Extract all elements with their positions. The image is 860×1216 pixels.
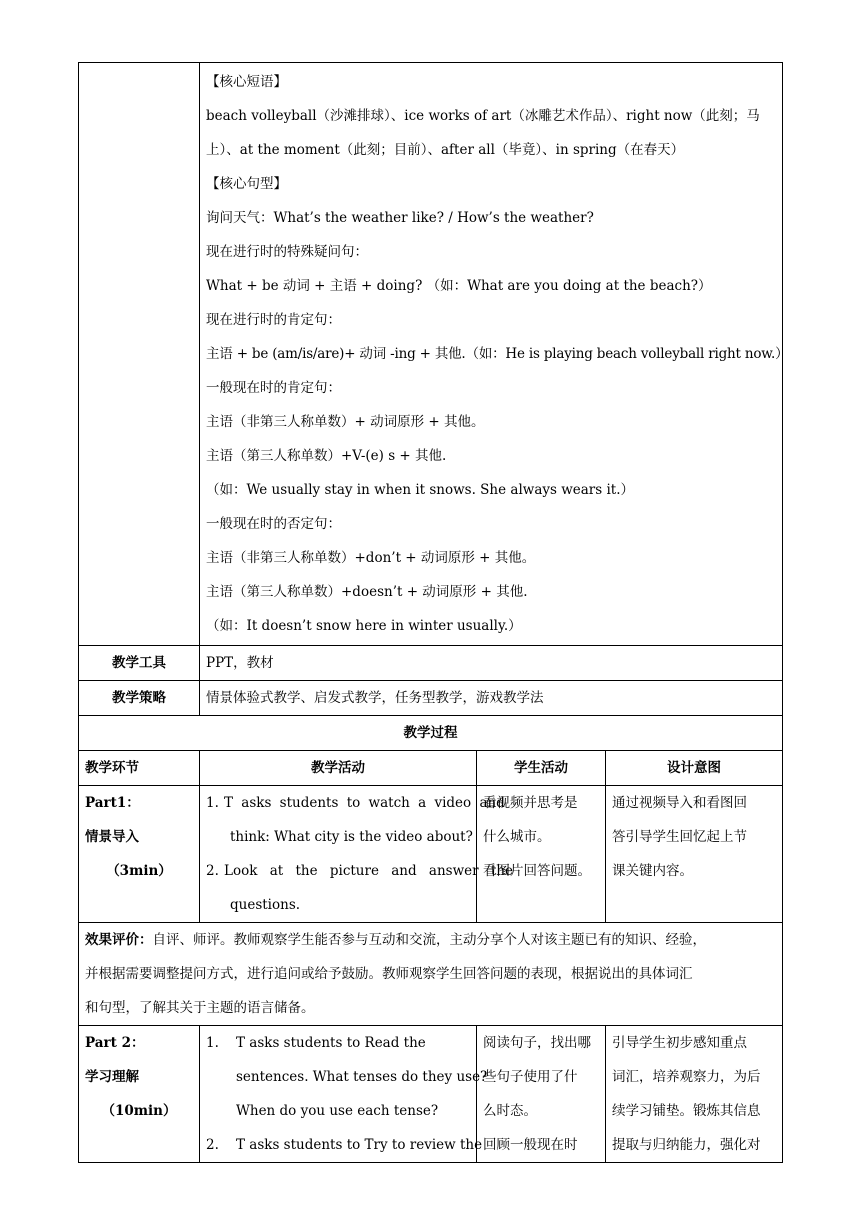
content-line: 主语（第三人称单数）+V-(e) s + 其他.	[206, 448, 447, 464]
content-line: （如：It doesn’t snow here in winter usually.）	[206, 618, 522, 634]
content-line: 主语（第三人称单数）+doesn’t + 动词原形 + 其他.	[206, 584, 528, 600]
section-heading-sentences: 【核心句型】	[206, 176, 287, 192]
intent-line: 答引导学生回忆起上节	[612, 829, 747, 845]
tools-value: PPT，教材	[200, 646, 783, 681]
empty-label-cell	[79, 63, 200, 646]
activity-item-cont: sentences. What tenses do they use?	[236, 1069, 488, 1085]
item-number: 2.	[206, 863, 219, 879]
part2-student	[477, 1026, 606, 1163]
activity-item-cont: think: What city is the video about?	[230, 829, 473, 845]
part2-activity	[200, 1026, 488, 1163]
content-line: 上）、at the moment（此刻；目前）、after all（毕竟）、in spring（在春天）	[206, 142, 685, 158]
part2-stage	[79, 1026, 200, 1163]
part1-row	[79, 786, 783, 923]
header-activity: 教学活动	[200, 751, 477, 786]
part1-stage	[79, 786, 200, 923]
part1-intent	[606, 786, 783, 923]
item-number: 1.	[206, 795, 219, 811]
content-line: 一般现在时的否定句：	[206, 516, 341, 532]
part2-intent	[606, 1026, 783, 1163]
content-line: 主语（非第三人称单数）+ 动词原形 + 其他。	[206, 414, 485, 430]
stage-name: 情景导入	[85, 829, 139, 845]
header-stage: 教学环节	[79, 751, 200, 786]
evaluation-line: 并根据需要调整提问方式，进行追问或给予鼓励。教师观察学生回答问题的表现，根据说出的具体词汇	[85, 966, 693, 982]
activity-item	[206, 1128, 483, 1162]
stage-name: 学习理解	[85, 1069, 139, 1085]
intent-line: 续学习铺垫。锻炼其信息	[612, 1103, 761, 1119]
evaluation-row	[79, 923, 783, 1026]
content-line: What + be 动词 + 主语 + doing? （如：What are you doing at the beach?）	[206, 278, 712, 294]
item-number: 1.	[206, 1035, 219, 1051]
strategy-row	[79, 681, 783, 716]
student-line: 看图片回答问题。	[483, 863, 591, 879]
content-line: 现在进行时的肯定句：	[206, 312, 341, 328]
activity-item	[206, 1026, 470, 1060]
process-title-row	[79, 716, 783, 751]
item-text: T asks students to Read the	[236, 1035, 426, 1051]
student-line: 回顾一般现在时	[483, 1137, 578, 1153]
intent-line: 课关键内容。	[612, 863, 693, 879]
content-line: 主语 + be (am/is/are)+ 动词 -ing + 其他.（如：He is playing beach volleyball right now.）	[206, 346, 789, 362]
part2-row	[79, 1026, 783, 1163]
tools-row	[79, 646, 783, 681]
strategy-label: 教学策略	[79, 681, 200, 716]
core-content-row	[79, 63, 783, 646]
student-line: 阅读句子，找出哪	[483, 1035, 591, 1051]
lesson-plan-table	[78, 62, 789, 1163]
content-line: 一般现在时的肯定句：	[206, 380, 341, 396]
part1-activity	[200, 786, 513, 923]
student-line: 些句子使用了什	[483, 1069, 578, 1085]
part1-student	[477, 786, 606, 923]
stage-duration: （3min）	[106, 863, 172, 879]
process-header-row	[79, 751, 783, 786]
intent-line: 引导学生初步感知重点	[612, 1035, 747, 1051]
content-line: beach volleyball（沙滩排球）、ice works of art（冰雕艺术作品）、right now（此刻；马	[206, 108, 760, 124]
evaluation-text: 自评、师评。教师观察学生能否参与互动和交流，主动分享个人对该主题已有的知识、经验，	[152, 932, 706, 948]
core-content-cell	[200, 63, 789, 646]
student-line: 什么城市。	[483, 829, 551, 845]
stage-title: Part 2：	[85, 1035, 145, 1051]
intent-line: 词汇，培养观察力，为后	[612, 1069, 761, 1085]
evaluation-label: 效果评价：	[85, 932, 153, 948]
student-line: 么时态。	[483, 1103, 537, 1119]
item-text: T asks students to watch a video and	[224, 795, 505, 811]
content-line: 询问天气：What’s the weather like? / How’s the weather?	[206, 210, 594, 226]
activity-item-cont: questions.	[230, 897, 301, 913]
tools-label: 教学工具	[79, 646, 200, 681]
content-line: 现在进行时的特殊疑问句：	[206, 244, 368, 260]
section-heading-phrases: 【核心短语】	[206, 74, 287, 90]
student-line: 看视频并思考是	[483, 795, 578, 811]
header-student: 学生活动	[477, 751, 606, 786]
evaluation-line	[85, 923, 776, 957]
strategy-value: 情景体验式教学、启发式教学，任务型教学，游戏教学法	[200, 681, 783, 716]
activity-item-cont: When do you use each tense?	[236, 1103, 439, 1119]
item-text: T asks students to Try to review the	[236, 1137, 483, 1153]
intent-line: 通过视频导入和看图回	[612, 795, 747, 811]
content-line: （如：We usually stay in when it snows. She always wears it.）	[206, 482, 635, 498]
activity-item	[206, 786, 505, 820]
evaluation-cell	[79, 923, 783, 1026]
item-text: Look at the picture and answer the	[224, 863, 513, 879]
process-title: 教学过程	[79, 716, 783, 751]
activity-item	[206, 854, 513, 888]
intent-line: 提取与归纳能力，强化对	[612, 1137, 761, 1153]
stage-title: Part1：	[85, 795, 140, 811]
evaluation-line: 和句型，了解其关于主题的语言储备。	[85, 1000, 315, 1016]
header-intent: 设计意图	[606, 751, 783, 786]
stage-duration: （10min）	[101, 1103, 177, 1119]
spacer	[85, 1128, 193, 1162]
content-line: 主语（非第三人称单数）+don’t + 动词原形 + 其他。	[206, 550, 536, 566]
item-number: 2.	[206, 1137, 219, 1153]
